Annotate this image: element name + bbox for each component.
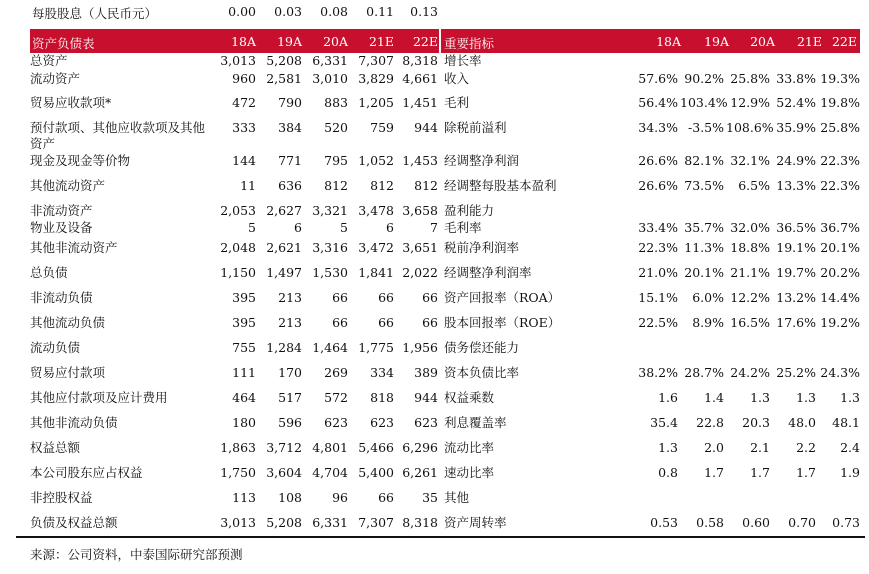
- balance-sheet-item-label: 其他应付款项及应计费用: [30, 390, 168, 405]
- balance-sheet-value: 6,296: [402, 440, 438, 455]
- key-metric-label: 经调整净利润率: [444, 265, 532, 280]
- key-metric-label: 除税前溢利: [444, 120, 507, 135]
- balance-sheet-item-label: 非控股权益: [30, 490, 93, 505]
- key-metric-value: 19.2%: [820, 315, 860, 330]
- key-metric-value: 32.1%: [730, 153, 770, 168]
- bs-year-20a: 20A: [323, 34, 348, 49]
- key-metric-label: 税前净利润率: [444, 240, 520, 255]
- key-metric-value: 36.5%: [776, 220, 816, 235]
- balance-sheet-value: 5: [248, 220, 256, 235]
- balance-sheet-value: 333: [232, 120, 256, 135]
- key-metric-value: 14.4%: [820, 290, 860, 305]
- key-metric-value: 73.5%: [684, 178, 724, 193]
- balance-sheet-value: 464: [232, 390, 256, 405]
- key-metric-value: 18.8%: [730, 240, 770, 255]
- key-metric-label: 增长率: [444, 53, 482, 68]
- balance-sheet-item-label: 负债及权益总额: [30, 515, 118, 530]
- balance-sheet-value: 3,316: [312, 240, 348, 255]
- key-metric-value: 13.3%: [776, 178, 816, 193]
- key-metric-label: 债务偿还能力: [444, 340, 520, 355]
- balance-sheet-value: 334: [370, 365, 394, 380]
- km-year-18a: 18A: [656, 34, 681, 49]
- dividend-per-share-label: 每股股息（人民币元）: [32, 6, 158, 21]
- key-metric-value: 1.7: [704, 465, 724, 480]
- key-metric-value: 20.2%: [820, 265, 860, 280]
- key-metric-value: 6.0%: [692, 290, 724, 305]
- key-metric-label: 其他: [444, 490, 470, 505]
- key-metric-label: 经调整净利润: [444, 153, 520, 168]
- balance-sheet-value: 2,581: [266, 71, 302, 86]
- balance-sheet-value: 4,661: [402, 71, 438, 86]
- balance-sheet-value: 596: [278, 415, 302, 430]
- balance-sheet-value: 6,331: [312, 515, 348, 530]
- key-metric-value: 57.6%: [638, 71, 678, 86]
- balance-sheet-value: 623: [370, 415, 394, 430]
- key-metric-label: 股本回报率（ROE）: [444, 315, 561, 330]
- balance-sheet-value: 384: [278, 120, 302, 135]
- balance-sheet-item-label: 其他流动资产: [30, 178, 106, 193]
- key-metric-value: 1.7: [750, 465, 770, 480]
- balance-sheet-value: 790: [278, 95, 302, 110]
- balance-sheet-value: 517: [278, 390, 302, 405]
- balance-sheet-value: 5,208: [266, 515, 302, 530]
- key-metrics-title: 重要指标: [444, 36, 495, 51]
- key-metric-value: 12.9%: [730, 95, 770, 110]
- bs-year-18a: 18A: [231, 34, 256, 49]
- key-metric-value: 19.7%: [776, 265, 816, 280]
- balance-sheet-value: 3,658: [402, 203, 438, 218]
- key-metric-value: 16.5%: [730, 315, 770, 330]
- key-metric-label: 资产回报率（ROA）: [444, 290, 561, 305]
- balance-sheet-value: 1,863: [220, 440, 256, 455]
- balance-sheet-value: 4,801: [312, 440, 348, 455]
- dps-21e: 0.11: [366, 4, 394, 19]
- key-metric-value: 36.7%: [820, 220, 860, 235]
- balance-sheet-value: 6,261: [402, 465, 438, 480]
- key-metric-value: 33.4%: [638, 220, 678, 235]
- key-metric-value: 38.2%: [638, 365, 678, 380]
- key-metric-value: 1.6: [658, 390, 678, 405]
- balance-sheet-item-label: 贸易应收款项*: [30, 95, 112, 110]
- key-metric-label: 毛利: [444, 95, 470, 110]
- key-metric-value: 26.6%: [638, 178, 678, 193]
- balance-sheet-value: 636: [278, 178, 302, 193]
- key-metric-value: 25.8%: [820, 120, 860, 135]
- balance-sheet-value: 144: [232, 153, 256, 168]
- balance-sheet-item-label: 总负债: [30, 265, 68, 280]
- balance-sheet-value: 3,604: [266, 465, 302, 480]
- balance-sheet-value: 395: [232, 290, 256, 305]
- key-metric-value: 22.8: [696, 415, 724, 430]
- balance-sheet-item-label: 权益总额: [30, 440, 81, 455]
- balance-sheet-value: 180: [232, 415, 256, 430]
- balance-sheet-value: 2,022: [402, 265, 438, 280]
- key-metric-value: 56.4%: [638, 95, 678, 110]
- balance-sheet-value: 472: [232, 95, 256, 110]
- balance-sheet-item-label: 预付款项、其他应收款项及其他资产: [30, 120, 206, 151]
- balance-sheet-item-label: 贸易应付款项: [30, 365, 106, 380]
- balance-sheet-value: 66: [422, 315, 438, 330]
- balance-sheet-value: 3,013: [220, 53, 256, 68]
- key-metric-value: 12.2%: [730, 290, 770, 305]
- key-metric-value: 82.1%: [684, 153, 724, 168]
- balance-sheet-value: 113: [232, 490, 256, 505]
- balance-sheet-value: 1,453: [402, 153, 438, 168]
- balance-sheet-value: 3,321: [312, 203, 348, 218]
- balance-sheet-value: 2,627: [266, 203, 302, 218]
- key-metric-value: 90.2%: [684, 71, 724, 86]
- key-metric-value: 103.4%: [680, 95, 728, 110]
- balance-sheet-item-label: 本公司股东应占权益: [30, 465, 143, 480]
- balance-sheet-value: 66: [332, 315, 348, 330]
- key-metric-value: 20.3: [742, 415, 770, 430]
- balance-sheet-value: 759: [370, 120, 394, 135]
- key-metric-value: 19.8%: [820, 95, 860, 110]
- balance-sheet-value: 2,621: [266, 240, 302, 255]
- balance-sheet-value: 883: [324, 95, 348, 110]
- balance-sheet-value: 944: [414, 120, 438, 135]
- balance-sheet-item-label: 非流动负债: [30, 290, 93, 305]
- key-metric-value: 48.0: [788, 415, 816, 430]
- balance-sheet-header: [30, 29, 439, 53]
- key-metric-value: 11.3%: [684, 240, 724, 255]
- balance-sheet-item-label: 非流动资产: [30, 203, 93, 218]
- balance-sheet-value: 960: [232, 71, 256, 86]
- source-note: 来源：公司资料，中泰国际研究部预测: [30, 547, 243, 562]
- key-metric-label: 毛利率: [444, 220, 482, 235]
- key-metric-value: 2.2: [796, 440, 816, 455]
- balance-sheet-value: 213: [278, 290, 302, 305]
- key-metric-value: 1.3: [750, 390, 770, 405]
- balance-sheet-value: 5: [340, 220, 348, 235]
- key-metric-value: 24.9%: [776, 153, 816, 168]
- balance-sheet-value: 6: [386, 220, 394, 235]
- key-metric-value: 20.1%: [684, 265, 724, 280]
- key-metric-value: 25.8%: [730, 71, 770, 86]
- balance-sheet-item-label: 现金及现金等价物: [30, 153, 131, 168]
- bs-year-19a: 19A: [277, 34, 302, 49]
- key-metric-value: 32.0%: [730, 220, 770, 235]
- bs-year-21e: 21E: [368, 34, 394, 49]
- balance-sheet-value: 395: [232, 315, 256, 330]
- balance-sheet-value: 111: [232, 365, 256, 380]
- key-metric-value: 19.1%: [776, 240, 816, 255]
- balance-sheet-value: 6,331: [312, 53, 348, 68]
- balance-sheet-value: 1,750: [220, 465, 256, 480]
- balance-sheet-value: 1,956: [402, 340, 438, 355]
- balance-sheet-value: 7,307: [358, 515, 394, 530]
- dps-18a: 0.00: [228, 4, 256, 19]
- key-metric-label: 速动比率: [444, 465, 495, 480]
- key-metric-value: 8.9%: [692, 315, 724, 330]
- balance-sheet-value: 3,712: [266, 440, 302, 455]
- balance-sheet-value: 944: [414, 390, 438, 405]
- key-metric-value: 0.58: [696, 515, 724, 530]
- key-metric-value: 24.2%: [730, 365, 770, 380]
- key-metric-value: 34.3%: [638, 120, 678, 135]
- balance-sheet-value: 5,466: [358, 440, 394, 455]
- balance-sheet-value: 3,651: [402, 240, 438, 255]
- key-metric-value: 35.7%: [684, 220, 724, 235]
- key-metric-value: 52.4%: [776, 95, 816, 110]
- key-metric-value: 2.0: [704, 440, 724, 455]
- key-metric-value: 28.7%: [684, 365, 724, 380]
- key-metric-value: 22.5%: [638, 315, 678, 330]
- key-metric-label: 资产周转率: [444, 515, 507, 530]
- key-metric-value: 0.8: [658, 465, 678, 480]
- balance-sheet-value: 3,829: [358, 71, 394, 86]
- balance-sheet-value: 213: [278, 315, 302, 330]
- footer-divider: [16, 536, 865, 538]
- balance-sheet-title: 资产负债表: [32, 36, 95, 51]
- balance-sheet-value: 5,400: [358, 465, 394, 480]
- balance-sheet-value: 623: [324, 415, 348, 430]
- balance-sheet-value: 96: [332, 490, 348, 505]
- key-metric-value: 1.9: [840, 465, 860, 480]
- key-metric-value: 26.6%: [638, 153, 678, 168]
- balance-sheet-value: 812: [324, 178, 348, 193]
- balance-sheet-value: 520: [324, 120, 348, 135]
- balance-sheet-value: 269: [324, 365, 348, 380]
- dps-22e: 0.13: [410, 4, 438, 19]
- key-metric-value: 22.3%: [638, 240, 678, 255]
- key-metric-value: 1.4: [704, 390, 724, 405]
- balance-sheet-value: 66: [378, 490, 394, 505]
- balance-sheet-item-label: 其他非流动负债: [30, 415, 118, 430]
- key-metric-value: 1.7: [796, 465, 816, 480]
- key-metric-value: 22.3%: [820, 153, 860, 168]
- balance-sheet-value: 1,451: [402, 95, 438, 110]
- balance-sheet-item-label: 总资产: [30, 53, 68, 68]
- key-metric-value: 33.8%: [776, 71, 816, 86]
- balance-sheet-value: 6: [294, 220, 302, 235]
- balance-sheet-value: 8,318: [402, 53, 438, 68]
- key-metric-value: 15.1%: [638, 290, 678, 305]
- balance-sheet-value: 2,053: [220, 203, 256, 218]
- balance-sheet-value: 3,010: [312, 71, 348, 86]
- balance-sheet-value: 3,472: [358, 240, 394, 255]
- balance-sheet-value: 3,478: [358, 203, 394, 218]
- key-metric-label: 权益乘数: [444, 390, 495, 405]
- balance-sheet-value: 1,530: [312, 265, 348, 280]
- balance-sheet-value: 11: [240, 178, 256, 193]
- key-metric-value: 21.1%: [730, 265, 770, 280]
- key-metric-label: 收入: [444, 71, 470, 86]
- balance-sheet-value: 1,464: [312, 340, 348, 355]
- bs-year-22e: 22E: [412, 34, 438, 49]
- km-year-22e: 22E: [831, 34, 857, 49]
- key-metric-label: 经调整每股基本盈利: [444, 178, 557, 193]
- km-year-19a: 19A: [704, 34, 729, 49]
- key-metric-value: 22.3%: [820, 178, 860, 193]
- key-metric-value: 48.1: [832, 415, 860, 430]
- balance-sheet-value: 1,150: [220, 265, 256, 280]
- key-metric-value: 0.70: [788, 515, 816, 530]
- dps-19a: 0.03: [274, 4, 302, 19]
- balance-sheet-value: 1,497: [266, 265, 302, 280]
- key-metric-value: 1.3: [840, 390, 860, 405]
- balance-sheet-value: 5,208: [266, 53, 302, 68]
- balance-sheet-value: 7: [430, 220, 438, 235]
- key-metric-value: 17.6%: [776, 315, 816, 330]
- key-metric-value: 2.1: [750, 440, 770, 455]
- balance-sheet-value: 2,048: [220, 240, 256, 255]
- balance-sheet-value: 66: [332, 290, 348, 305]
- key-metric-value: 1.3: [796, 390, 816, 405]
- key-metric-value: 35.9%: [776, 120, 816, 135]
- key-metric-value: 13.2%: [776, 290, 816, 305]
- balance-sheet-value: 66: [422, 290, 438, 305]
- balance-sheet-value: 35: [422, 490, 438, 505]
- balance-sheet-value: 818: [370, 390, 394, 405]
- key-metric-label: 资本负债比率: [444, 365, 520, 380]
- balance-sheet-value: 812: [414, 178, 438, 193]
- balance-sheet-item-label: 物业及设备: [30, 220, 93, 235]
- balance-sheet-item-label: 其他非流动资产: [30, 240, 118, 255]
- balance-sheet-value: 4,704: [312, 465, 348, 480]
- balance-sheet-value: 66: [378, 290, 394, 305]
- key-metric-value: 1.3: [658, 440, 678, 455]
- balance-sheet-value: 389: [414, 365, 438, 380]
- key-metric-value: 19.3%: [820, 71, 860, 86]
- key-metric-label: 流动比率: [444, 440, 495, 455]
- key-metric-value: 0.53: [650, 515, 678, 530]
- key-metric-value: 2.4: [840, 440, 860, 455]
- balance-sheet-value: 66: [378, 315, 394, 330]
- key-metric-value: 25.2%: [776, 365, 816, 380]
- key-metric-value: 35.4: [650, 415, 678, 430]
- balance-sheet-value: 1,775: [358, 340, 394, 355]
- balance-sheet-value: 755: [232, 340, 256, 355]
- key-metric-value: 0.73: [832, 515, 860, 530]
- balance-sheet-value: 771: [278, 153, 302, 168]
- km-year-20a: 20A: [750, 34, 775, 49]
- balance-sheet-value: 1,841: [358, 265, 394, 280]
- balance-sheet-value: 1,205: [358, 95, 394, 110]
- balance-sheet-item-label: 流动负债: [30, 340, 81, 355]
- key-metric-value: 0.60: [742, 515, 770, 530]
- key-metric-value: -3.5%: [688, 120, 724, 135]
- balance-sheet-value: 795: [324, 153, 348, 168]
- balance-sheet-value: 1,052: [358, 153, 394, 168]
- balance-sheet-item-label: 其他流动负债: [30, 315, 106, 330]
- balance-sheet-value: 108: [278, 490, 302, 505]
- key-metrics-header: [441, 29, 860, 53]
- balance-sheet-value: 7,307: [358, 53, 394, 68]
- dps-20a: 0.08: [320, 4, 348, 19]
- dividend-per-share-row: [0, 0, 869, 24]
- balance-sheet-item-label: 流动资产: [30, 71, 81, 86]
- key-metric-value: 108.6%: [726, 120, 774, 135]
- balance-sheet-value: 3,013: [220, 515, 256, 530]
- km-year-21e: 21E: [796, 34, 822, 49]
- key-metric-value: 20.1%: [820, 240, 860, 255]
- balance-sheet-value: 170: [278, 365, 302, 380]
- key-metric-value: 6.5%: [738, 178, 770, 193]
- key-metric-label: 盈利能力: [444, 203, 495, 218]
- key-metric-label: 利息覆盖率: [444, 415, 507, 430]
- key-metric-value: 24.3%: [820, 365, 860, 380]
- balance-sheet-value: 812: [370, 178, 394, 193]
- balance-sheet-value: 8,318: [402, 515, 438, 530]
- balance-sheet-value: 572: [324, 390, 348, 405]
- balance-sheet-value: 1,284: [266, 340, 302, 355]
- balance-sheet-value: 623: [414, 415, 438, 430]
- key-metric-value: 21.0%: [638, 265, 678, 280]
